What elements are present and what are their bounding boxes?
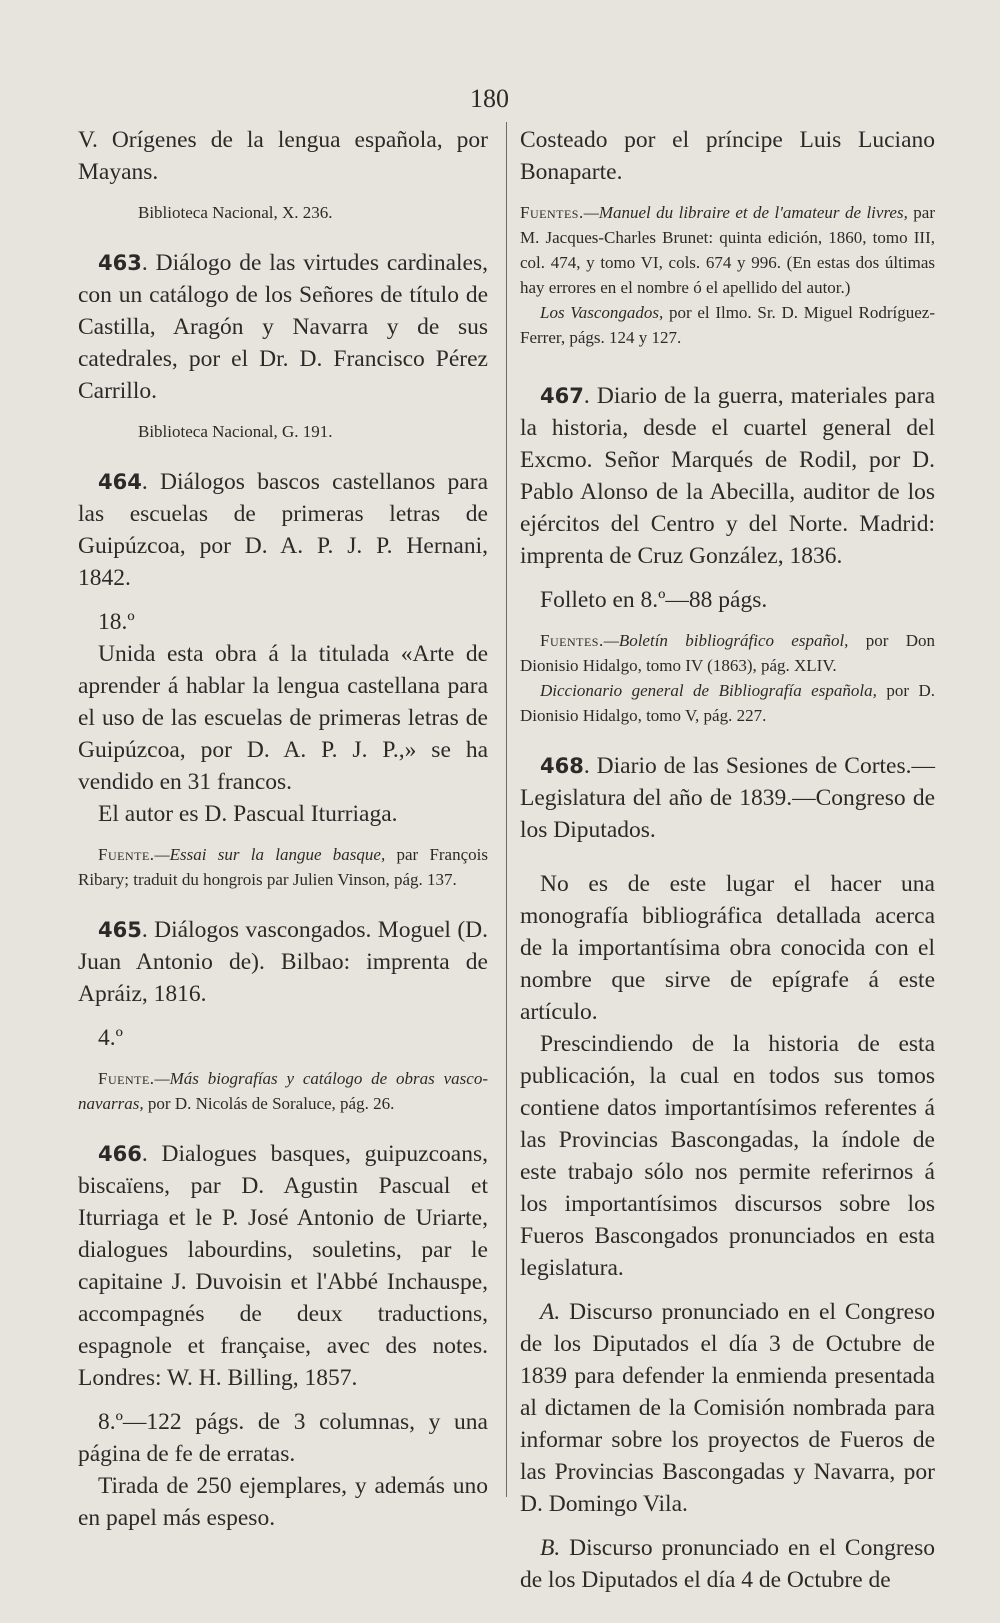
item-text: Discurso pronunciado en el Congreso de los Diputados el día 3 de Octubre de 1839 para defender la enmienda presentada al dictamen de la Comisión nombrada para informar sobre los proyectos de Fueros de las Provincias Bascongadas y Navarra, por D. Domingo Vila. [520, 1299, 935, 1517]
entry-464-number: 464 [98, 470, 142, 494]
page-number: 180 [470, 84, 509, 113]
item-text: Discurso pronunciado en el Congreso de los Diputados el día 4 de Octubre de [520, 1535, 935, 1593]
source-title: Diccionario general de Bibliografía española, [540, 681, 877, 700]
entry-463-text: . Diálogo de las virtudes cardinales, con un catálogo de los Señores de título de Castilla, Aragón y Navarra y de sus catedrales, por el Dr. D. Francisco Pérez Carrillo. [78, 250, 488, 404]
entry-467-source-2 [520, 678, 935, 728]
entry-464-author: El autor es D. Pascual Iturriaga. [98, 801, 398, 827]
entry-467-text: . Diario de la guerra, materiales para la historia, desde el cuartel general del Excmo. Señor Marqués de Rodil, por D. Pablo Alonso de la Abecilla, auditor de los ejércitos del Centro y del Norte. Madrid: imprenta de Cruz González, 1836. [520, 383, 935, 569]
source-title: Los Vascongados, [540, 303, 664, 322]
entry-468 [520, 750, 935, 846]
item-label: A. [540, 1299, 561, 1325]
entry-468-item-a [520, 1296, 935, 1520]
entry-467-number: 467 [540, 384, 584, 408]
entry-468-para-1: No es de este lugar el hacer una monografía bibliográfica detallada acerca de la importantísima obra conocida con el nombre que sirve de epígrafe á este artículo. [520, 871, 935, 1025]
source-detail: por el Ilmo. Sr. D. Miguel Rodríguez-Ferrer, págs. 124 y 127. [520, 303, 935, 347]
entry-468-item-b [520, 1532, 935, 1596]
entry-v-location: Biblioteca Nacional, X. 236. [138, 203, 333, 222]
source-label: Fuente. [98, 1069, 155, 1088]
source-title: —Boletín bibliográfico español, [603, 631, 849, 650]
entry-465-format: 4.º [98, 1025, 123, 1051]
column-divider [506, 122, 507, 1497]
entry-464-format: 18.º [98, 609, 135, 635]
entry-463 [78, 247, 488, 407]
left-column [78, 124, 488, 1534]
source-title: —Manuel du libraire et de l'amateur de livres, [583, 203, 908, 222]
entry-466-number: 466 [98, 1142, 142, 1166]
entry-463-number: 463 [98, 251, 142, 275]
entry-464-text: . Diálogos bascos castellanos para las escuelas de primeras letras de Guipúzcoa, por D. A. P. J. P. Hernani, 1842. [78, 469, 488, 591]
source-detail: par M. Jacques-Charles Brunet: quinta edición, 1860, tomo III, col. 474, y tomo VI, cols. 674 y 996. (En estas dos últimas hay errores en el nombre ó el apellido del autor.) [520, 203, 935, 297]
entry-463-location: Biblioteca Nacional, G. 191. [138, 422, 333, 441]
entry-464-note: Unida esta obra á la titulada «Arte de aprender á hablar la lengua castellana para el uso de las escuelas de primeras letras de Guipúzcoa, por D. A. P. J. P.,» se ha vendido en 31 francos. [78, 641, 488, 795]
entry-467-format: Folleto en 8.º—88 págs. [540, 587, 768, 613]
entry-468-text: . Diario de las Sesiones de Cortes.—Legislatura del año de 1839.—Congreso de los Diputados. [520, 753, 935, 843]
item-label: B. [540, 1535, 561, 1561]
entry-466 [78, 1138, 488, 1394]
entry-465-source [78, 1066, 488, 1116]
entry-v-title: V. Orígenes de la lengua española, por Mayans. [78, 127, 488, 185]
entry-466-note: Tirada de 250 ejemplares, y además uno en papel más espeso. [78, 1473, 488, 1531]
source-detail: por Don Dionisio Hidalgo, tomo IV (1863), pág. XLIV. [520, 631, 935, 675]
entry-468-number: 468 [540, 754, 584, 778]
source-label: Fuentes. [540, 631, 604, 650]
entry-466-source [520, 200, 935, 300]
right-column [520, 124, 935, 1596]
entry-464 [78, 466, 488, 594]
entry-468-para-2: Prescindiendo de la historia de esta publicación, la cual en todos sus tomos contiene datos importantísimos referentes á las Provincias Bascongadas, la índole de este trabajo sólo nos permite referirnos á los importantísimos discursos sobre los Fueros Bascongados pronunciados en esta legislatura. [520, 1031, 935, 1281]
entry-465-number: 465 [98, 918, 142, 942]
entry-465-text: . Diálogos vascongados. Moguel (D. Juan Antonio de). Bilbao: imprenta de Apráiz, 1816. [78, 917, 488, 1007]
source-detail: par François Ribary; traduit du hongrois par Julien Vinson, pág. 137. [78, 845, 488, 889]
source-detail: por D. Dionisio Hidalgo, tomo V, pág. 227. [520, 681, 935, 725]
entry-466-source-2 [520, 300, 935, 350]
source-detail: por D. Nicolás de Soraluce, pág. 26. [143, 1094, 395, 1113]
entry-467-source [520, 628, 935, 678]
entry-466-text: . Dialogues basques, guipuzcoans, biscaïens, par D. Agustin Pascual et Iturriaga et le P. José Antonio de Uriarte, dialogues labourdins, souletins, par le capitaine J. Duvoisin et l'Abbé Inchauspe, accompagnés de deux traductions, espagnole et française, avec des notes. Londres: W. H. Billing, 1857. [78, 1141, 488, 1391]
entry-465 [78, 914, 488, 1010]
entry-466-continuation: Costeado por el príncipe Luis Luciano Bonaparte. [520, 127, 935, 185]
entry-467 [520, 380, 935, 572]
entry-464-source [78, 842, 488, 892]
source-label: Fuente. [98, 845, 155, 864]
source-title: —Más biografías y catálogo de obras vasco-navarras, [78, 1069, 488, 1113]
source-label: Fuentes. [520, 203, 584, 222]
source-title: —Essai sur la langue basque, [154, 845, 386, 864]
entry-466-format: 8.º—122 págs. de 3 columnas, y una página de fe de erratas. [78, 1409, 488, 1467]
